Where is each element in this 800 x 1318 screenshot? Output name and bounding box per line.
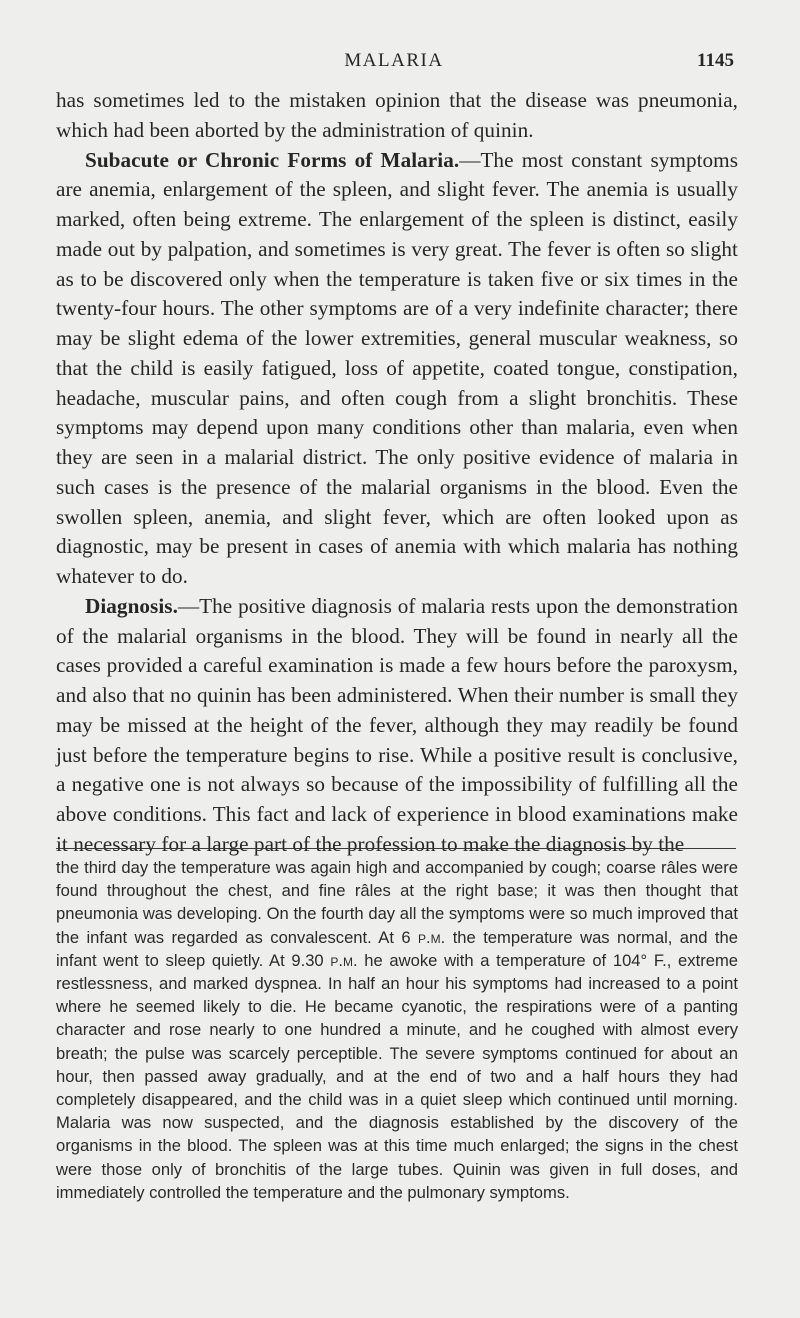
footnote bbox=[56, 856, 738, 1204]
paragraph-text: has sometimes led to the mistaken opinion that the disease was pneumonia, which had been aborted by the administration of quinin. bbox=[56, 88, 738, 142]
time-abbrev: p.m. bbox=[418, 927, 446, 947]
paragraph-diagnosis bbox=[56, 592, 738, 860]
time-abbrev: p.m. bbox=[330, 950, 358, 970]
running-title: MALARIA bbox=[344, 50, 444, 71]
paragraph-text: —The positive diagnosis of malaria rests upon the demonstration of the malarial organisms in the blood. They will be found in nearly all the cases provided a careful examination is made a few hours before the paroxysm, and also that no quinin has been administered. When their number is small they may be missed at the height of the fever, although they may readily be found just before the temperature begins to rise. While a positive result is conclusive, a negative one is not always so because of the impossibility of fulfilling all the above conditions. This fact and lack of experience in blood examinations make it necessary for a large part of the profession to make the diagnosis by the bbox=[56, 593, 738, 856]
footnote-text-part: the temperature was normal, and the infant went to sleep quietly. At 9.30 bbox=[56, 927, 738, 970]
footnote-text bbox=[56, 856, 738, 1204]
running-head bbox=[60, 50, 734, 78]
footnote-divider bbox=[56, 848, 736, 849]
section-heading-subacute-chronic: Subacute or Chronic Forms of Malaria. bbox=[85, 147, 460, 172]
footnote-text-part: he awoke with a temperature of 104° F., extreme restlessness, and marked dyspnea. In half an hour his symptoms had increased to a point where he seemed likely to die. He became cyanotic, the respirations were of a panting character and rose nearly to one hundred a minute, and he coughed with almost every breath; the pulse was scarcely perceptible. The severe symptoms continued for about an hour, then passed away gradually, and at the end of two and a half hours they had completely disappeared, and the child was in a quiet sleep which continued until morning. Malaria was now suspected, and the diagnosis established by the discovery of the organisms in the blood. The spleen was at this time much enlarged; the signs in the chest were those only of bronchitis of the large tubes. Quinin was given in full doses, and immediately controlled the temperature and the pulmonary symptoms. bbox=[56, 950, 739, 1202]
page-number: 1145 bbox=[697, 50, 734, 71]
main-text bbox=[56, 86, 738, 860]
paragraph-subacute-chronic bbox=[56, 146, 738, 592]
section-heading-diagnosis: Diagnosis. bbox=[85, 593, 178, 618]
footnote-text-part: the third day the temperature was again high and accompanied by cough; coarse râles were found throughout the chest, and fine râles at the right base; it was then thought that pneumonia was developing. On the fourth day all the symptoms were so much improved that the infant was regarded as convalescent. At 6 bbox=[56, 858, 738, 947]
paragraph-text: —The most constant symptoms are anemia, enlargement of the spleen, and slight fever. The anemia is usually marked, often being extreme. The enlargement of the spleen is distinct, easily made out by palpation, and sometimes is very great. The fever is often so slight as to be discovered only when the temperature is taken five or six times in the twenty-four hours. The other symptoms are of a very indefinite character; there may be slight edema of the lower extremities, general muscular weakness, so that the child is easily fatigued, loss of appetite, coated tongue, constipation, headache, muscular pains, and often cough from a slight bronchitis. These symptoms may depend upon many conditions other than malaria, even when they are seen in a malarial district. The only positive evidence of malaria in such cases is the presence of the malarial organisms in the blood. Even the swollen spleen, anemia, and slight fever, which are often looked upon as diagnostic, may be present in cases of anemia with which malaria has nothing whatever to do. bbox=[56, 147, 738, 588]
paragraph-continuation bbox=[56, 86, 738, 146]
